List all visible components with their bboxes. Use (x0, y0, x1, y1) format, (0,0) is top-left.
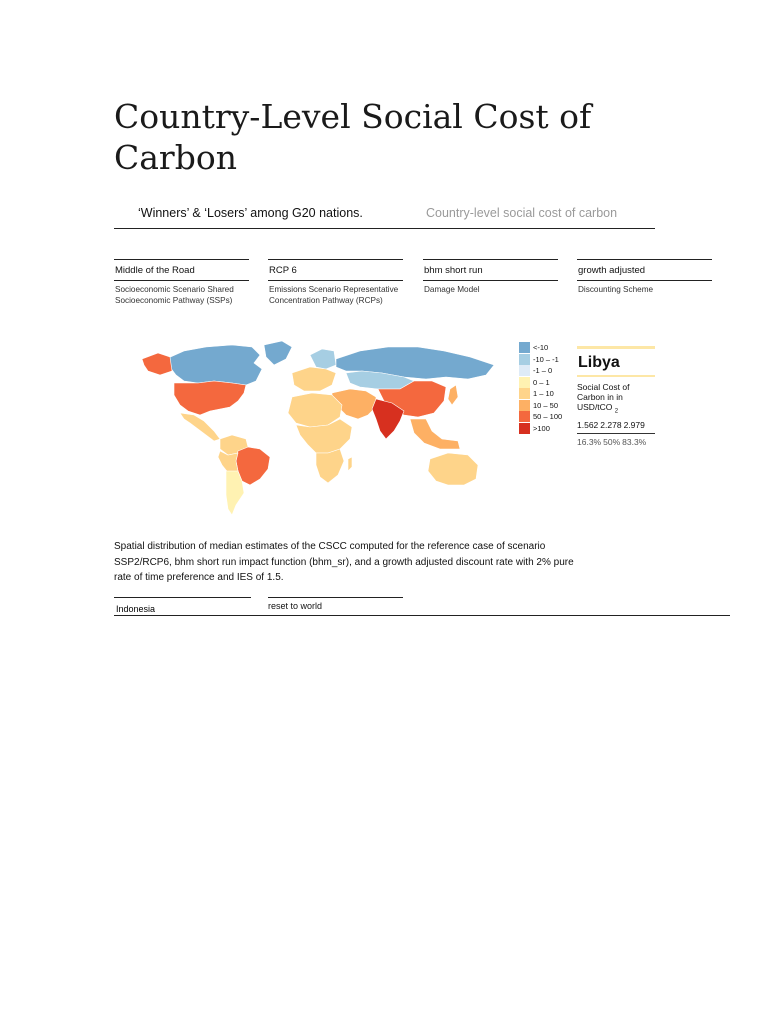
legend-label: 10 – 50 (533, 400, 559, 410)
legend-swatch (519, 342, 530, 353)
legend-row (519, 388, 562, 400)
region-mexico-central-america[interactable] (180, 413, 220, 441)
rcp-selector (268, 259, 403, 306)
info-values (577, 420, 655, 434)
world-map[interactable] (114, 335, 519, 520)
tab-country-level[interactable]: Country-level social cost of carbon (426, 206, 618, 220)
legend-label: 50 – 100 (533, 412, 563, 422)
region-australia[interactable] (428, 453, 478, 485)
region-japan[interactable] (448, 385, 458, 405)
discounting-description: Discounting Scheme (578, 285, 654, 294)
ssp-selector (114, 259, 249, 306)
legend-row (519, 377, 562, 389)
region-usa[interactable] (174, 381, 246, 415)
info-country-name: Libya (578, 354, 620, 371)
bottom-divider (114, 615, 730, 616)
tab-bar (114, 206, 655, 229)
damage-model-selector (423, 259, 558, 296)
region-madagascar[interactable] (348, 457, 352, 471)
tab-winners-losers[interactable]: ‘Winners’ & ‘Losers’ among G20 nations. (138, 206, 363, 220)
legend-row (519, 400, 562, 412)
damage-model-description: Damage Model (424, 285, 480, 294)
region-alaska[interactable] (142, 353, 172, 375)
info-percentile-low: 16.3% (577, 436, 602, 447)
map-caption: Spatial distribution of median estimates of the CSCC computed for the reference case of scenario SSP2/RCP6, bhm short run impact function (bhm_sr), and a growth adjusted discount rate with 2% pure rate of time preference and IES of 1.5. (114, 541, 574, 583)
legend-swatch (519, 365, 530, 376)
legend-row (519, 365, 562, 377)
ssp-select[interactable]: Middle of the Road (114, 260, 249, 281)
rcp-description: Emissions Scenario Representative Concentration Pathway (RCPs) (269, 285, 399, 305)
info-metric-text: Social Cost of Carbon in in USD/tCO (577, 382, 630, 412)
info-value-low: 1.562 (577, 419, 599, 430)
legend-label: -10 – -1 (533, 354, 559, 364)
legend-row (519, 423, 562, 435)
legend-row (519, 354, 562, 366)
legend-swatch (519, 354, 530, 365)
country-search-input[interactable] (114, 597, 251, 617)
legend-swatch (519, 411, 530, 422)
region-greenland[interactable] (264, 341, 292, 365)
legend-swatch (519, 423, 530, 434)
region-southeast-asia[interactable] (410, 419, 460, 449)
legend-label: 1 – 10 (533, 389, 554, 399)
legend-label: >100 (533, 423, 550, 433)
map-legend (519, 342, 562, 434)
info-top-rule (577, 346, 655, 349)
legend-swatch (519, 400, 530, 411)
region-southern-africa[interactable] (316, 449, 344, 483)
discounting-select[interactable]: growth adjusted (577, 260, 712, 281)
info-metric-label (577, 382, 655, 417)
ssp-description: Socioeconomic Scenario Shared Socioeconomic Pathway (SSPs) (115, 285, 234, 305)
region-western-europe[interactable] (292, 367, 336, 391)
info-percentiles (577, 437, 655, 447)
region-north-america-north[interactable] (166, 345, 262, 385)
legend-swatch (519, 388, 530, 399)
info-value-high: 2.979 (623, 419, 645, 430)
legend-row (519, 342, 562, 354)
info-percentile-median: 50% (603, 436, 621, 447)
info-divider (577, 375, 655, 377)
info-percentile-high: 83.3% (622, 436, 647, 447)
legend-row (519, 411, 562, 423)
legend-label: 0 – 1 (533, 377, 550, 387)
discounting-selector (577, 259, 712, 296)
reset-to-world-button[interactable]: reset to world (268, 597, 403, 611)
info-value-median: 2.278 (600, 419, 622, 430)
info-metric-subscript: 2 (614, 408, 619, 415)
country-info-panel (577, 346, 655, 447)
legend-swatch (519, 377, 530, 388)
damage-model-select[interactable]: bhm short run (423, 260, 558, 281)
rcp-select[interactable]: RCP 6 (268, 260, 403, 281)
page-title: Country-Level Social Cost of Carbon (114, 97, 592, 177)
legend-label: -1 – 0 (533, 366, 553, 376)
legend-label: <-10 (533, 343, 549, 353)
region-northern-europe[interactable] (310, 349, 336, 369)
